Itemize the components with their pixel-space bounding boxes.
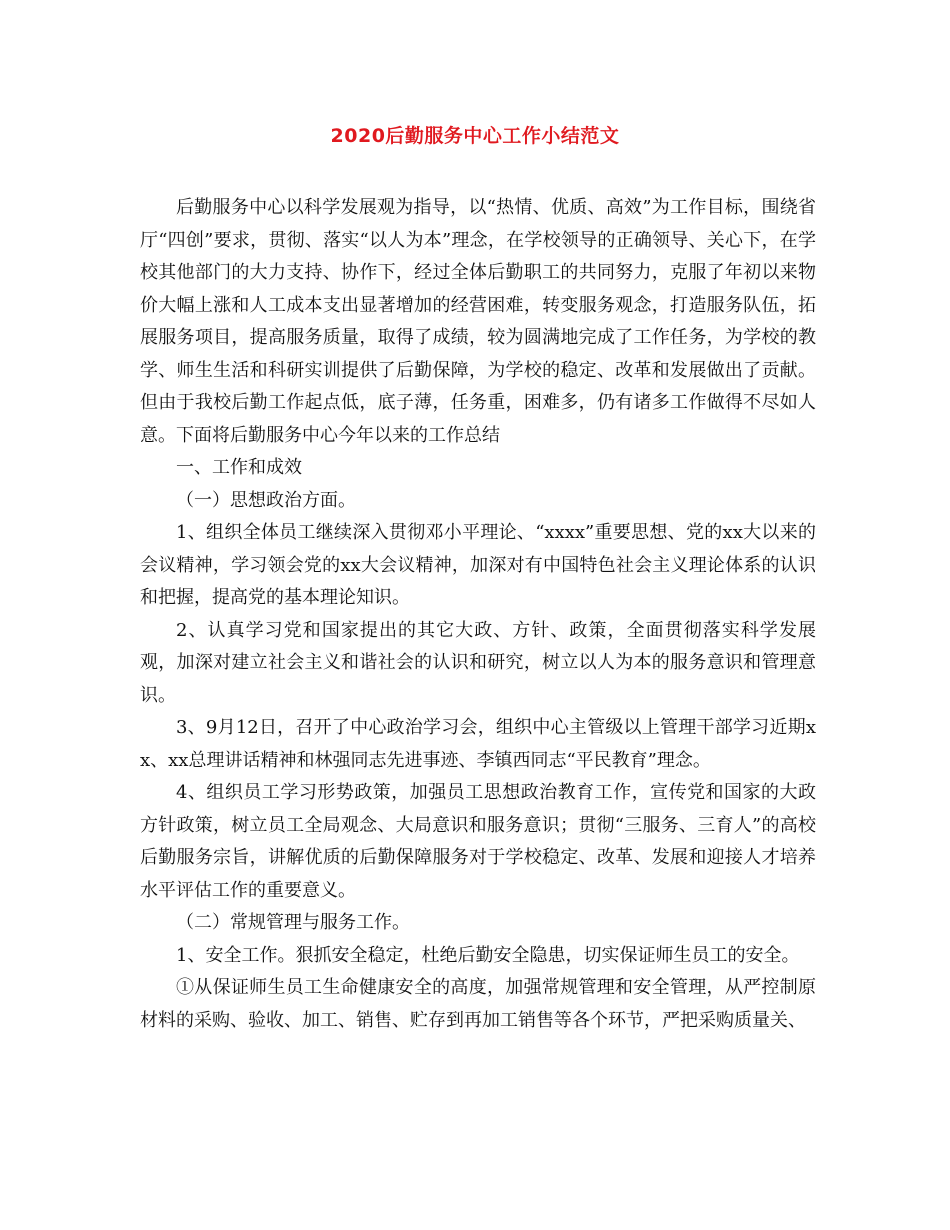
document-title: 2020后勤服务中心工作小结范文: [330, 125, 620, 147]
document-body: [140, 192, 816, 1037]
paragraph-item: 2、认真学习党和国家提出的其它大政、方针、政策，全面贯彻落实科学发展观，加深对建立社会主义和谐社会的认识和研究，树立以人为本的服务意识和管理意识。: [140, 619, 816, 706]
subsection-heading-routine-management: （二）常规管理与服务工作。: [176, 912, 410, 933]
paragraph-item: 3、9月12日，召开了中心政治学习会，组织中心主管级以上管理干部学习近期xx、xx总理讲话精神和林强同志先进事迹、李镇西同志“平民教育”理念。: [140, 717, 816, 771]
paragraph-item: 1、组织全体员工继续深入贯彻邓小平理论、“xxxx”重要思想、党的xx大以来的会议精神，学习领会党的xx大会议精神，加深对有中国特色社会主义理论体系的认识和把握，提高党的基本理论知识。: [140, 522, 816, 608]
subsection-heading-ideology: （一）思想政治方面。: [176, 489, 356, 511]
paragraph-intro: 后勤服务中心以科学发展观为指导，以“热情、优质、高效”为工作目标，围绕省厅“四创”要求，贯彻、落实“以人为本”理念，在学校领导的正确领导、关心下，在学校其他部门的大力支持、协作下，经过全体后勤职工的共同努力，克服了年初以来物价大幅上涨和人工成本支出显著增加的经营困难，转变服务观念，打造服务队伍，拓展服务项目，提高服务质量，取得了成绩，较为圆满地完成了工作任务，为学校的教学、师生生活和科研实训提供了后勤保障，为学校的稳定、改革和发展做出了贡献。但由于我校后勤工作起点低，底子薄，任务重，困难多，仍有诸多工作做得不尽如人意。下面将后勤服务中心今年以来的工作总结: [140, 197, 816, 446]
section-heading-work-results: 一、工作和成效: [176, 457, 302, 478]
paragraph-item: 4、组织员工学习形势政策，加强员工思想政治教育工作，宣传党和国家的大政方针政策，树立员工全局观念、大局意识和服务意识；贯彻“三服务、三育人”的高校后勤服务宗旨，讲解优质的后勤保障服务对于学校稳定、改革、发展和迎接人才培养水平评估工作的重要意义。: [140, 782, 816, 901]
paragraph-item: 1、安全工作。狠抓安全稳定，杜绝后勤安全隐患，切实保证师生员工的安全。: [176, 944, 800, 966]
paragraph-item: ①从保证师生员工生命健康安全的高度，加强常规管理和安全管理，从严控制原材料的采购、验收、加工、销售、贮存到再加工销售等各个环节，严把采购质量关、: [140, 977, 816, 1031]
